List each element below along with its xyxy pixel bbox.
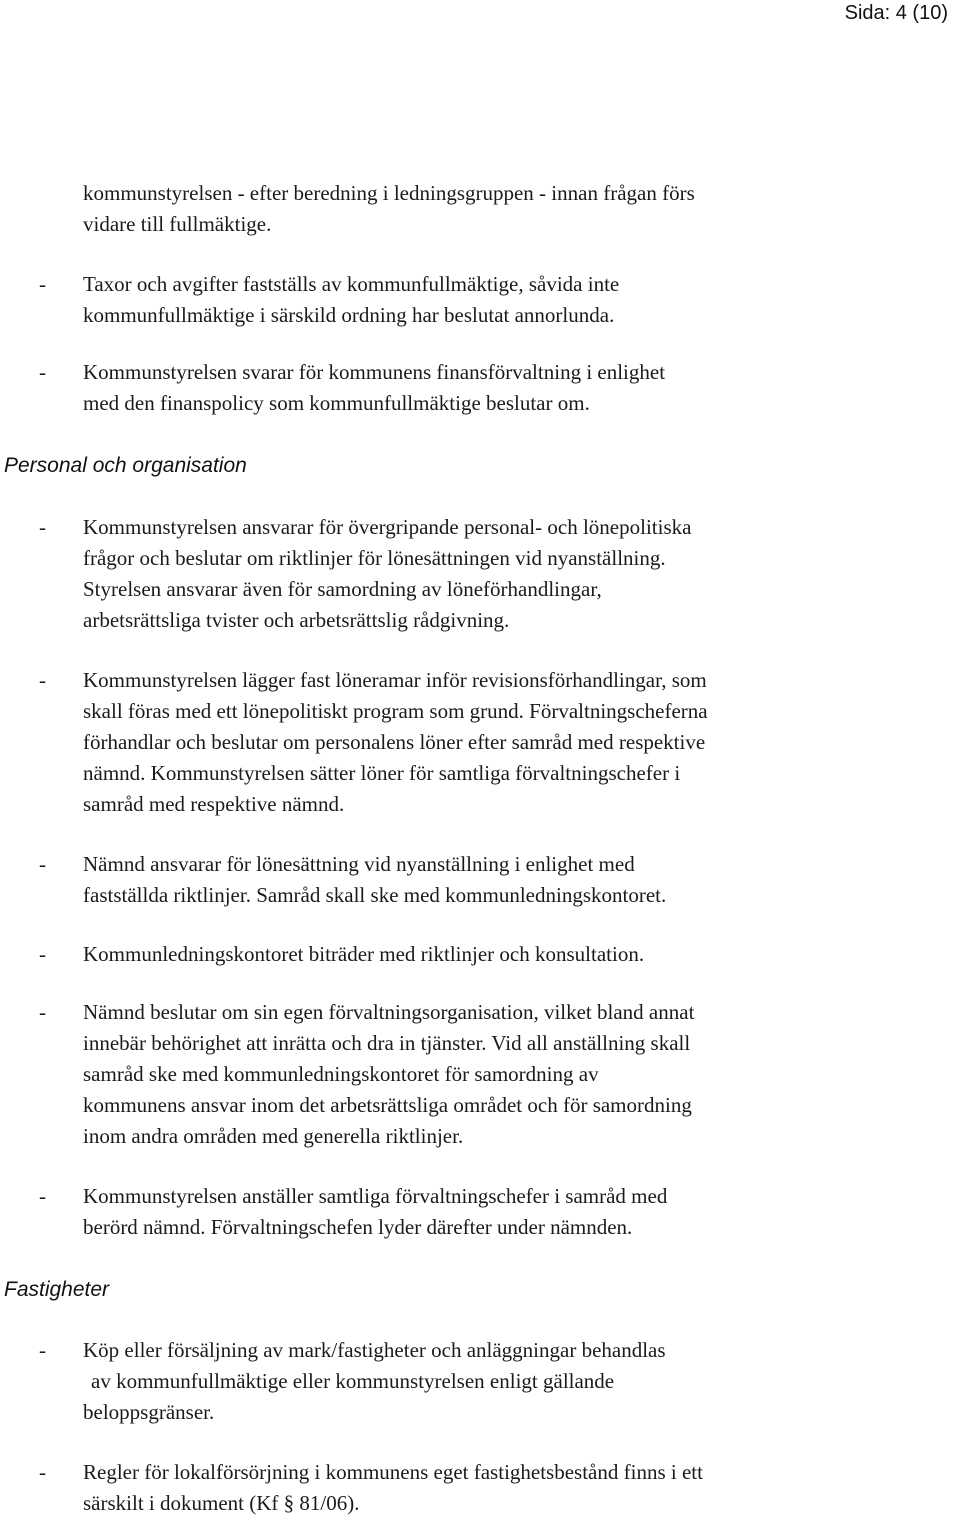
bullet-dash: -: [39, 1338, 46, 1362]
text-line: Kommunstyrelsen anställer samtliga förvaltningschefer i samråd med: [83, 1184, 668, 1208]
text-line: Kommunstyrelsen svarar för kommunens finansförvaltning i enlighet: [83, 360, 666, 384]
text-line: inom andra områden med generella riktlinjer.: [83, 1124, 464, 1148]
text-line: Nämnd ansvarar för lönesättning vid nyanställning i enlighet med: [83, 852, 635, 876]
text-line: beloppsgränser.: [83, 1400, 215, 1424]
text-line: Kommunstyrelsen ansvarar för övergripande personal- och lönepolitiska: [83, 515, 692, 539]
text-line: nämnd. Kommunstyrelsen sätter löner för samtliga förvaltningschefer i: [83, 761, 681, 785]
section-heading-fastigheter: Fastigheter: [4, 1278, 110, 1301]
list-item: [39, 269, 913, 331]
text-line: kommunens ansvar inom det arbetsrättsliga området och för samordning: [83, 1093, 692, 1117]
section-heading-personal: Personal och organisation: [4, 454, 247, 477]
text-line: Nämnd beslutar om sin egen förvaltningsorganisation, vilket bland annat: [83, 1000, 695, 1024]
page-number: Sida: 4 (10): [844, 2, 948, 24]
list-item: [39, 1335, 913, 1428]
text-line: innebär behörighet att inrätta och dra in tjänster. Vid all anställning skall: [83, 1031, 691, 1055]
text-line: skall föras med ett lönepolitiskt program som grund. Förvaltningscheferna: [83, 699, 708, 723]
text-line: vidare till fullmäktige.: [83, 212, 272, 236]
text-line: fastställda riktlinjer. Samråd skall ske med kommunledningskontoret.: [83, 883, 667, 907]
list-item: [39, 357, 913, 419]
text-line: samråd med respektive nämnd.: [83, 792, 345, 816]
text-line: Regler för lokalförsörjning i kommunens eget fastighetsbestånd finns i ett: [83, 1460, 703, 1484]
intro-paragraph: [83, 178, 913, 240]
bullet-dash: -: [39, 1184, 46, 1208]
bullet-dash: -: [39, 942, 46, 966]
list-item: [39, 1457, 913, 1519]
text-line: Köp eller försäljning av mark/fastigheter och anläggningar behandlas: [83, 1338, 666, 1362]
text-line: frågor och beslutar om riktlinjer för lönesättningen vid nyanställning.: [83, 546, 666, 570]
text-line: Kommunstyrelsen lägger fast löneramar inför revisionsförhandlingar, som: [83, 668, 707, 692]
bullet-dash: -: [39, 515, 46, 539]
bullet-dash: -: [39, 360, 46, 384]
bullet-dash: -: [39, 1460, 46, 1484]
text-line: förhandlar och beslutar om personalens löner efter samråd med respektive: [83, 730, 706, 754]
text-line: kommunstyrelsen - efter beredning i ledningsgruppen - innan frågan förs: [83, 181, 695, 205]
text-line: med den finanspolicy som kommunfullmäktige beslutar om.: [83, 391, 590, 415]
bullet-dash: -: [39, 668, 46, 692]
text-line: Styrelsen ansvarar även för samordning av löneförhandlingar,: [83, 577, 602, 601]
text-line: Kommunledningskontoret biträder med riktlinjer och konsultation.: [83, 942, 645, 966]
bullet-dash: -: [39, 1000, 46, 1024]
list-item: [39, 939, 913, 970]
text-line: samråd ske med kommunledningskontoret för samordning av: [83, 1062, 599, 1086]
text-line: Taxor och avgifter fastställs av kommunfullmäktige, såvida inte: [83, 272, 620, 296]
list-item: [39, 512, 913, 636]
list-item: [39, 849, 913, 911]
list-item: [39, 665, 913, 820]
text-line: av kommunfullmäktige eller kommunstyrelsen enligt gällande: [91, 1369, 615, 1393]
list-item: [39, 997, 913, 1152]
text-line: kommunfullmäktige i särskild ordning har beslutat annorlunda.: [83, 303, 615, 327]
bullet-dash: -: [39, 852, 46, 876]
bullet-dash: -: [39, 272, 46, 296]
text-line: berörd nämnd. Förvaltningschefen lyder därefter under nämnden.: [83, 1215, 633, 1239]
text-line: arbetsrättsliga tvister och arbetsrättslig rådgivning.: [83, 608, 510, 632]
text-line: särskilt i dokument (Kf § 81/06).: [83, 1491, 360, 1515]
list-item: [39, 1181, 913, 1243]
